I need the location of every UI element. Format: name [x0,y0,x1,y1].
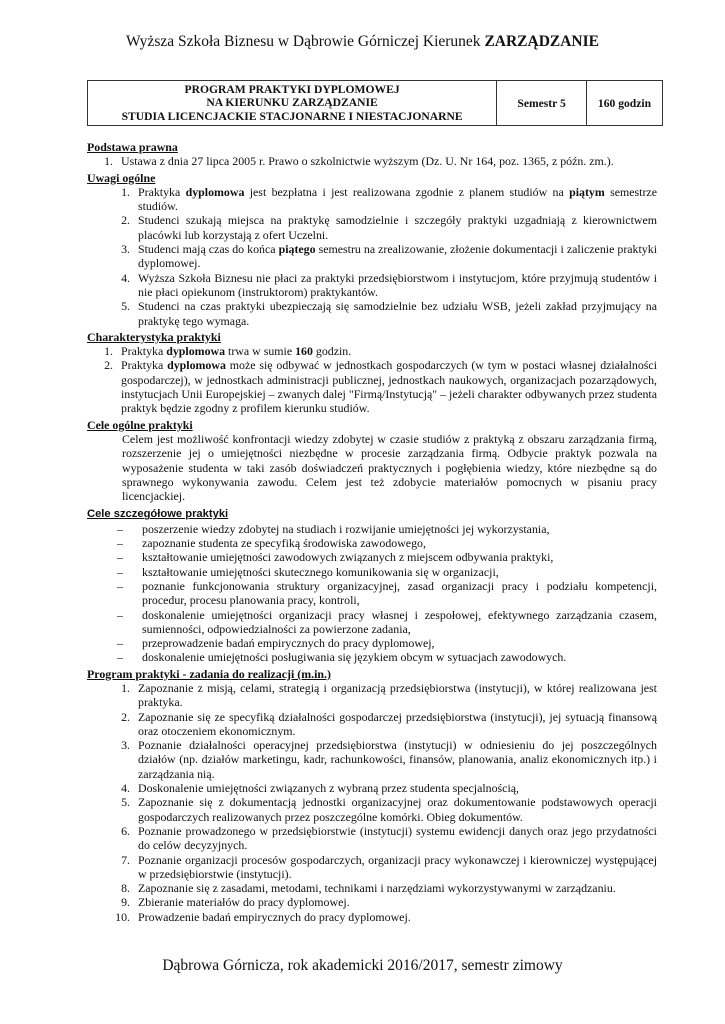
list-item-number: – [117,536,123,551]
list-item-number: 5. [121,299,130,314]
text-fragment: może się odbywać w jednostkach gospodarczych (w tym w postaci własnej działalności gospodarczej), w jednostkach administracji publicznej, jednostkach naukowych, organizacjach pozarządowych, instytucjach Unii Europejskiej – zwanych dalej "Firmą/Instytucją" – jeżeli charakter odbywanych przez studenta praktyk będzie zgodny z profilem kierunku studiów. [121,358,658,416]
list-item-number: 9. [121,895,130,910]
list-item-text: doskonalenie umiejętności posługiwania się językiem obcym w sytuacjach zawodowych. [142,650,567,665]
list-item-text: Poznanie organizacji procesów gospodarczych, organizacji pracy wykonawczej i kierowniczej występującej w przedsiębiorstwie (instytucji). [138,852,657,881]
list-item-number: – [117,636,123,651]
list-item-text: Prowadzenie badań empirycznych do pracy dyplomowej. [138,909,411,924]
text-fragment: Praktyka [121,358,168,373]
section-title-general-goals: Cele ogólne praktyki [87,417,193,432]
list-item-number: 1. [121,680,130,695]
semester-cell: Semestr 5 [497,81,587,126]
list-item-text: przeprowadzenie badań empirycznych do pracy dyplomowej, [142,636,435,651]
list-item-number: 5. [121,795,130,810]
list-item-number: – [117,550,123,565]
list-item-text: kształtowanie umiejętności zawodowych związanych z miejscem odbywania praktyki, [142,550,554,565]
section-title-general-notes: Uwagi ogólne [87,170,156,185]
list-item-number: – [117,650,123,665]
list-item-text: Zapoznanie się ze specyfiką działalności gospodarczej przedsiębiorstwa (instytucji), jej sytuacją finansową oraz otoczeniem ekonomicznym. [138,709,657,738]
list-item [87,185,657,214]
list-item-text: Ustawa z dnia 27 lipca 2005 r. Prawo o szkolnictwie wyższym (Dz. U. Nr 164, poz. 1365, z późn. zm.). [121,154,614,169]
list-item-number: – [117,578,123,593]
section-title-detailed-goals: Cele szczegółowe praktyki [87,508,229,521]
page-footer: Dąbrowa Górnicza, rok akademicki 2016/2017, semestr zimowy [162,957,563,974]
section-title-program-tasks: Program praktyki - zadania do realizacji (m.in.) [87,666,331,681]
program-tasks-list [87,681,657,924]
list-item-text [121,344,657,358]
list-item [87,271,657,300]
emphasis-text: piątym [569,184,605,199]
list-item [87,853,657,882]
list-item-number: 2. [121,709,130,724]
text-fragment: jest bezpłatna i jest realizowana zgodnie z planem studiów na [244,184,570,199]
list-item [87,299,657,328]
list-item-text: Studenci na czas praktyki ubezpieczają się samodzielnie bez udziału WSB, jeżeli zakład przyjmujący na praktykę tego wymaga. [138,299,657,328]
list-item-number: 2. [121,213,130,228]
program-title-cell [88,81,497,126]
list-item-number: 1. [104,154,113,169]
text-fragment: Praktyka [138,184,186,199]
list-item-text: Zbieranie materiałów do pracy dyplomowej. [138,895,350,910]
text-fragment: Praktyka [121,344,167,359]
list-item-text: doskonalenie umiejętności organizacji pracy własnej i zespołowej, efektywnego zarządzania czasem, sumienności, odpowiedzialności za powierzone zadania, [142,607,657,636]
list-item-number: – [117,521,123,536]
list-item-number: 3. [121,242,130,257]
list-item [87,910,657,924]
list-item-text [138,185,657,214]
list-item [87,608,657,637]
text-fragment: Studenci mają czas do końca [138,242,279,257]
list-item [87,650,657,664]
detailed-goals-list [87,522,657,665]
list-item-number: 4. [121,781,130,796]
list-item [87,358,657,415]
list-item-text: Poznanie prowadzonego w przedsiębiorstwie (instytucji) systemu ewidencji danych oraz jego przydatności do celów decyzyjnych. [138,823,657,853]
emphasis-text: 160 [295,344,313,359]
list-item [87,242,657,271]
list-item [87,895,657,909]
list-item [87,213,657,242]
header-title-bold: ZARZĄDZANIE [484,33,599,50]
list-item-number: – [117,564,123,579]
list-item [87,824,657,853]
emphasis-text: dyplomowa [166,344,226,359]
list-item-text: Wyższa Szkoła Biznesu nie płaci za praktyki przedsiębiorstwom i instytucjom, które przyjmują studentów i nie płaci opiekunom (instruktorom) praktykantów. [138,270,657,299]
list-item-text: zapoznanie studenta ze specyfiką środowiska zawodowego, [142,536,426,551]
list-item [87,636,657,650]
list-item [87,344,657,358]
list-item-text: Studenci szukają miejsca na praktykę samodzielnie i szczegóły praktyki uzgadniają z kierownictwem placówki lub korzystają z ofert Uczelni. [138,213,657,242]
list-item [87,781,657,795]
list-item-text: Zapoznanie z misją, celami, strategią i organizacją przedsiębiorstwa (instytucji), w której realizowana jest praktyka. [138,680,657,710]
document-body [87,138,657,924]
list-item-number: 1. [104,344,113,359]
list-item [87,738,657,781]
list-item-text: Doskonalenie umiejętności związanych z wybraną przez studenta specjalnością, [138,781,520,796]
list-item-number: 2. [104,358,113,373]
section-title-characteristics: Charakterystyka praktyki [87,329,221,344]
list-item-number: 4. [121,270,130,285]
list-item-number: 8. [121,881,130,896]
text-fragment: godzin. [312,344,352,359]
list-item-number: 1. [121,184,130,199]
characteristics-list [87,344,657,415]
header-title-prefix: Wyższa Szkoła Biznesu w Dąbrowie Górniczej Kierunek [125,33,485,50]
list-item [87,579,657,608]
emphasis-text: dyplomowa [185,184,245,199]
list-item-text [121,358,657,415]
list-item [87,565,657,579]
list-item [87,795,657,824]
page-header [0,33,725,51]
list-item-text: kształtowanie umiejętności skutecznego komunikowania się w organizacji, [142,564,499,579]
general-notes-list [87,185,657,328]
list-item [87,710,657,739]
emphasis-text: piątego [278,242,316,257]
program-title-line3: STUDIA LICENCJACKIE STACJONARNE I NIESTACJONARNE [121,109,463,123]
emphasis-text: dyplomowa [167,358,226,373]
list-item [87,550,657,564]
program-title-line2: NA KIERUNKU ZARZĄDZANIE [206,96,378,110]
list-item-number: 6. [121,823,130,838]
list-item [87,681,657,710]
legal-basis-list [87,154,657,168]
list-item [87,881,657,895]
text-fragment: trwa w sumie [225,344,296,359]
list-item-text: poznanie funkcjonowania struktury organizacyjnej, zasad organizacji pracy i podziału kompetencji, procedur, procesu planowania pracy, kontroli, [142,578,657,608]
list-item-number: – [117,607,123,622]
list-item-text: Zapoznanie się z zasadami, metodami, technikami i narzędziami wykorzystywanymi w zarządzaniu. [138,881,616,896]
list-item [87,522,657,536]
list-item-text: Poznanie działalności operacyjnej przedsiębiorstwa (instytucji) w odniesieniu do jej poszczególnych działów (np. działów marketingu, kadr, rachunkowości, finansów, planowania, analiz ekonomicznych itp.) i zarządzania nią. [138,738,657,781]
list-item-number: 10. [115,909,130,924]
text-fragment: semestru na zrealizowanie, złożenie dokumentacji i zaliczenie praktyki dyplomowej. [138,242,657,271]
hours-cell: 160 godzin [586,81,662,126]
text-fragment: semestrze studiów. [138,184,657,214]
list-item-text: Zapoznanie się z dokumentacją jednostki organizacyjnej oraz dokumentowanie podstawowych operacji gospodarczych realizowanych przez poszczególne komórki. Obieg dokumentów. [138,795,657,824]
list-item-text: poszerzenie wiedzy zdobytej na studiach i rozwijanie umiejętności jej wykorzystania, [142,521,550,536]
list-item [87,154,657,168]
general-goals-text: Celem jest możliwość konfrontacji wiedzy zdobytej w czasie studiów z praktyką z obszaru zarządzania firmą, rozszerzenie jej o umiejętności niezbędne w procesie zarządzania firmą. Odbycie praktyk pozwala na wyposażenie studenta w taki zasób doświadczeń praktycznych i pogłębienia wiedzy, które niezbędne są do sprawnego wykonywania zawodu. Celem jest też zdobycie materiałów pomocnych w pisaniu pracy licencjackiej. [122,431,657,504]
list-item-number: 3. [121,738,130,753]
program-title-line1: PROGRAM PRAKTYKI DYPLOMOWEJ [184,82,400,96]
list-item [87,536,657,550]
section-title-legal-basis: Podstawa prawna [87,140,178,154]
program-header-table [87,80,663,126]
list-item-number: 7. [121,852,130,867]
list-item-text [138,242,657,271]
